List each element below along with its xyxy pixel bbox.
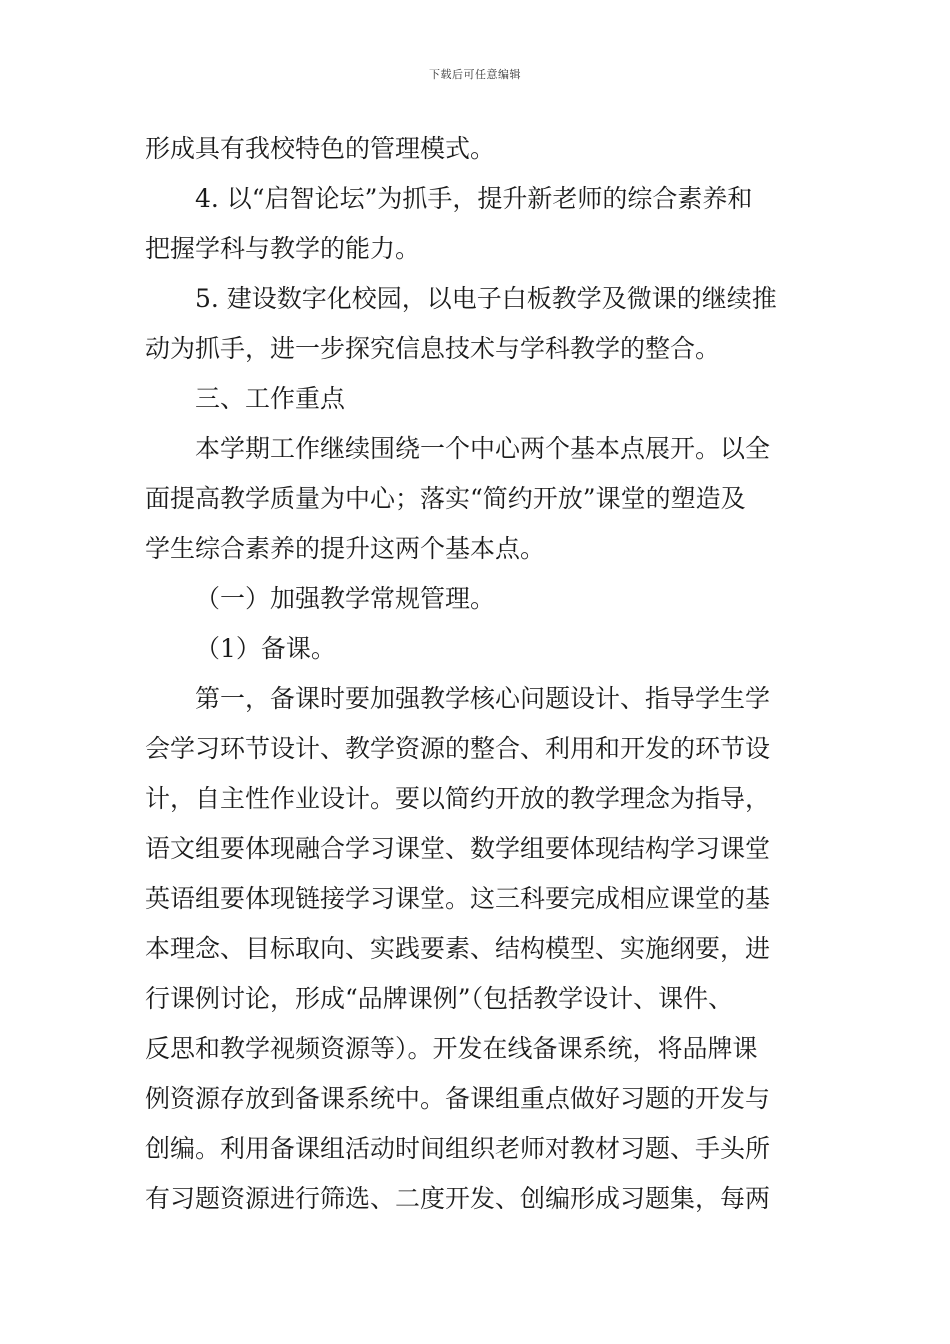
text-line: 计，自主性作业设计。要以简约开放的教学理念为指导， xyxy=(145,784,771,813)
text-line: 第一，备课时要加强教学核心问题设计、指导学生学 xyxy=(195,684,771,713)
text-line: 本学期工作继续围绕一个中心两个基本点展开。以全 xyxy=(195,434,771,463)
text-line: 4. 以“启智论坛”为抓手，提升新老师的综合素养和 xyxy=(195,184,753,213)
text-line: 有习题资源进行筛选、二度开发、创编形成习题集，每两 xyxy=(145,1184,771,1213)
section-heading: 三、工作重点 xyxy=(195,384,346,413)
text-line: 学生综合素养的提升这两个基本点。 xyxy=(145,534,546,563)
document-body xyxy=(145,124,811,1224)
subsection-heading: （一）加强教学常规管理。 xyxy=(195,584,496,613)
text-line: 5. 建设数字化校园，以电子白板教学及微课的继续推 xyxy=(195,284,777,313)
text-line: 会学习环节设计、教学资源的整合、利用和开发的环节设 xyxy=(145,734,771,763)
text-line: 动为抓手，进一步探究信息技术与学科教学的整合。 xyxy=(145,334,721,363)
text-line: 形成具有我校特色的管理模式。 xyxy=(145,134,496,163)
text-line: 面提高教学质量为中心；落实“简约开放”课堂的塑造及 xyxy=(145,484,746,513)
page-header: 下载后可任意编辑 xyxy=(429,68,521,81)
subsection-heading: （1）备课。 xyxy=(195,634,336,663)
text-line: 反思和教学视频资源等）。开发在线备课系统，将品牌课 xyxy=(145,1034,758,1063)
text-line: 创编。利用备课组活动时间组织老师对教材习题、手头所 xyxy=(145,1134,771,1163)
text-line: 本理念、目标取向、实践要素、结构模型、实施纲要，进 xyxy=(145,934,771,963)
text-line: 语文组要体现融合学习课堂、数学组要体现结构学习课堂 xyxy=(145,834,771,863)
text-line: 把握学科与教学的能力。 xyxy=(145,234,421,263)
text-line: 英语组要体现链接学习课堂。这三科要完成相应课堂的基 xyxy=(145,884,771,913)
text-line: 例资源存放到备课系统中。备课组重点做好习题的开发与 xyxy=(145,1084,771,1113)
text-line: 行课例讨论，形成“品牌课例”（包括教学设计、课件、 xyxy=(145,984,734,1013)
